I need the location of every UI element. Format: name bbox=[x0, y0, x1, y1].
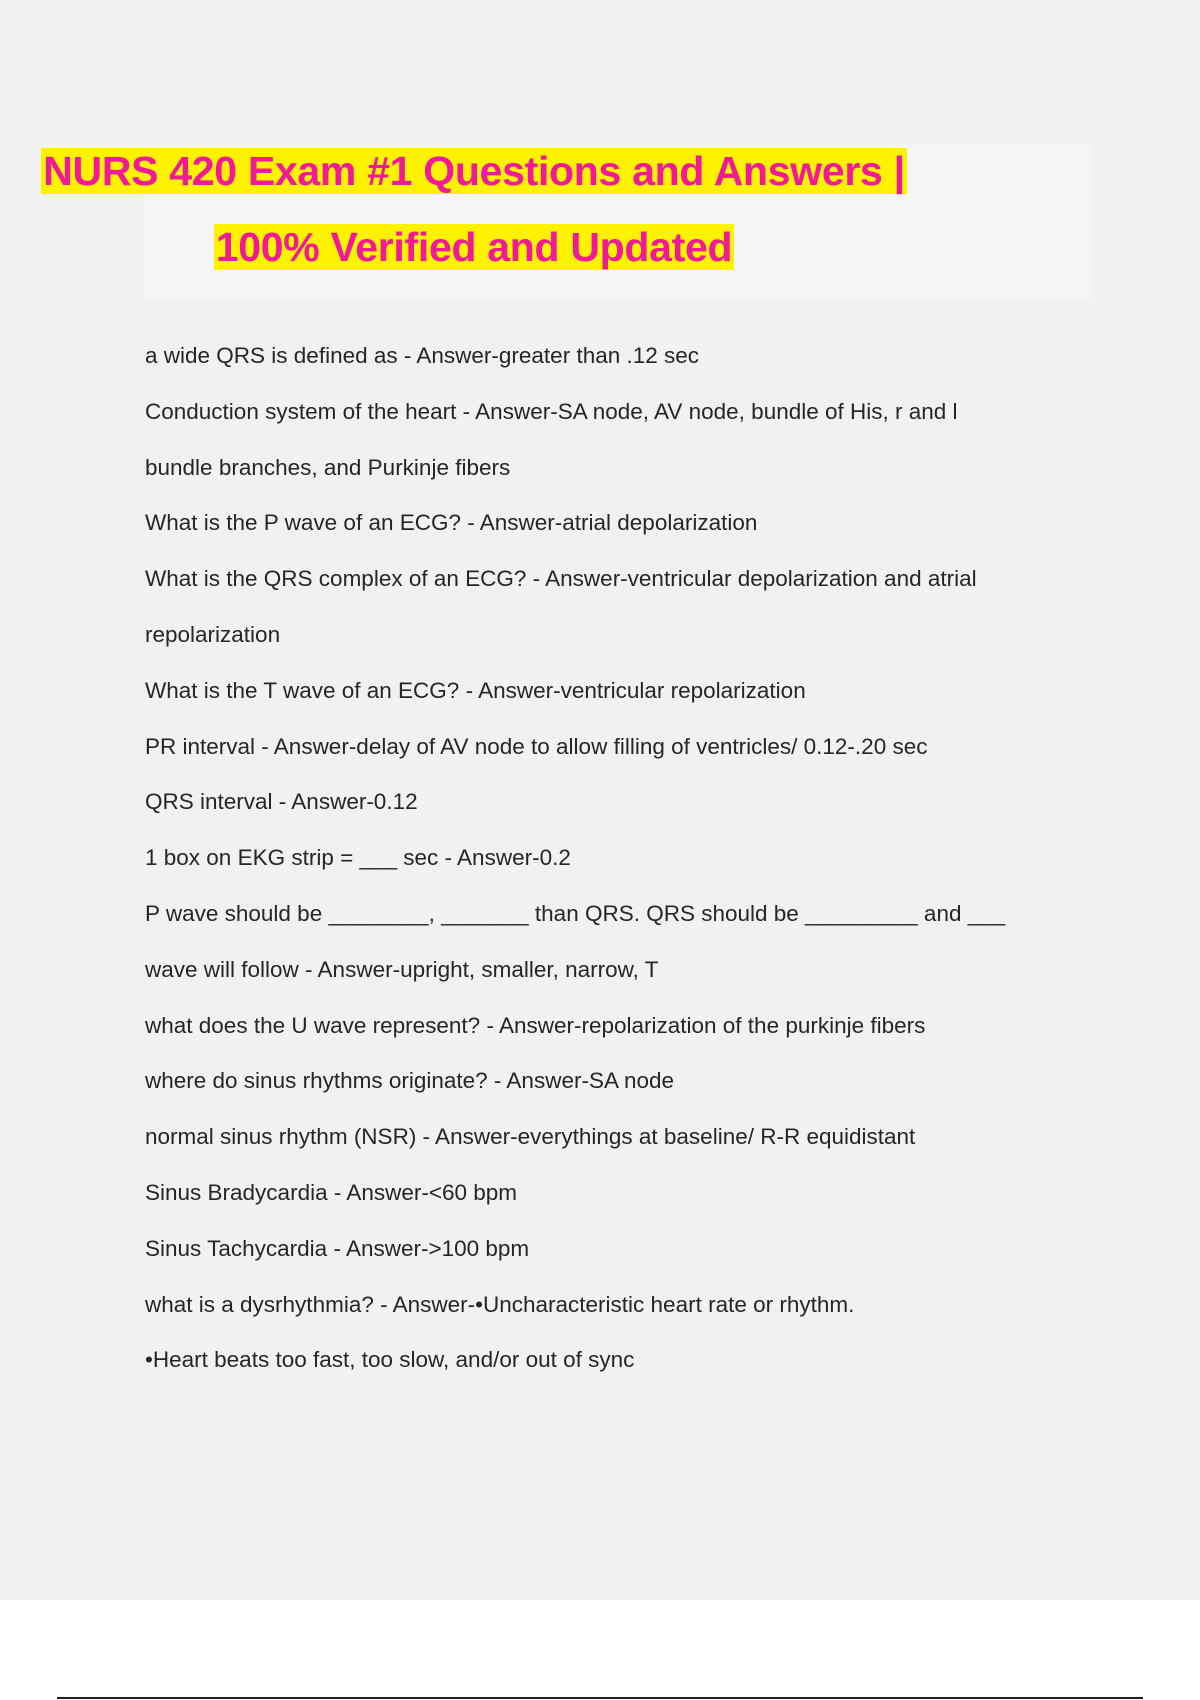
qa-line: normal sinus rhythm (NSR) - Answer-everythings at baseline/ R-R equidistant bbox=[145, 1124, 916, 1150]
qa-line: •Heart beats too fast, too slow, and/or out of sync bbox=[145, 1347, 635, 1373]
title-line-2-text: 100% Verified and Updated bbox=[215, 224, 733, 270]
qa-line: wave will follow - Answer-upright, smaller, narrow, T bbox=[145, 956, 659, 982]
qa-line: What is the T wave of an ECG? - Answer-ventricular repolarization bbox=[145, 677, 806, 703]
qa-line: PR interval - Answer-delay of AV node to allow filling of ventricles/ 0.12-.20 sec bbox=[145, 733, 928, 759]
qa-line: Sinus Bradycardia - Answer-<60 bpm bbox=[145, 1179, 518, 1205]
qa-line: QRS interval - Answer-0.12 bbox=[145, 789, 418, 815]
qa-content bbox=[145, 328, 1085, 1388]
title-line-1 bbox=[0, 146, 948, 196]
qa-line: Sinus Tachycardia - Answer->100 bpm bbox=[145, 1235, 530, 1261]
footer-divider bbox=[57, 1697, 1143, 1699]
qa-line: What is the QRS complex of an ECG? - Answer-ventricular depolarization and atrial bbox=[145, 566, 977, 592]
qa-line: Conduction system of the heart - Answer-SA node, AV node, bundle of His, r and l bbox=[145, 398, 958, 424]
qa-line: repolarization bbox=[145, 621, 281, 647]
title-line-2 bbox=[0, 222, 948, 272]
qa-line: what does the U wave represent? - Answer-repolarization of the purkinje fibers bbox=[145, 1012, 926, 1038]
qa-line: a wide QRS is defined as - Answer-greater than .12 sec bbox=[145, 343, 700, 368]
qa-line: where do sinus rhythms originate? - Answer-SA node bbox=[145, 1068, 675, 1094]
qa-line: bundle branches, and Purkinje fibers bbox=[145, 454, 511, 480]
qa-line: P wave should be ________, _______ than QRS. QRS should be _________ and ___ bbox=[145, 900, 1006, 926]
title-line-1-text: NURS 420 Exam #1 Questions and Answers | bbox=[43, 148, 905, 194]
qa-line: what is a dysrhythmia? - Answer-•Uncharacteristic heart rate or rhythm. bbox=[145, 1291, 855, 1317]
qa-line: 1 box on EKG strip = ___ sec - Answer-0.2 bbox=[145, 845, 571, 871]
qa-line: What is the P wave of an ECG? - Answer-atrial depolarization bbox=[145, 510, 758, 536]
